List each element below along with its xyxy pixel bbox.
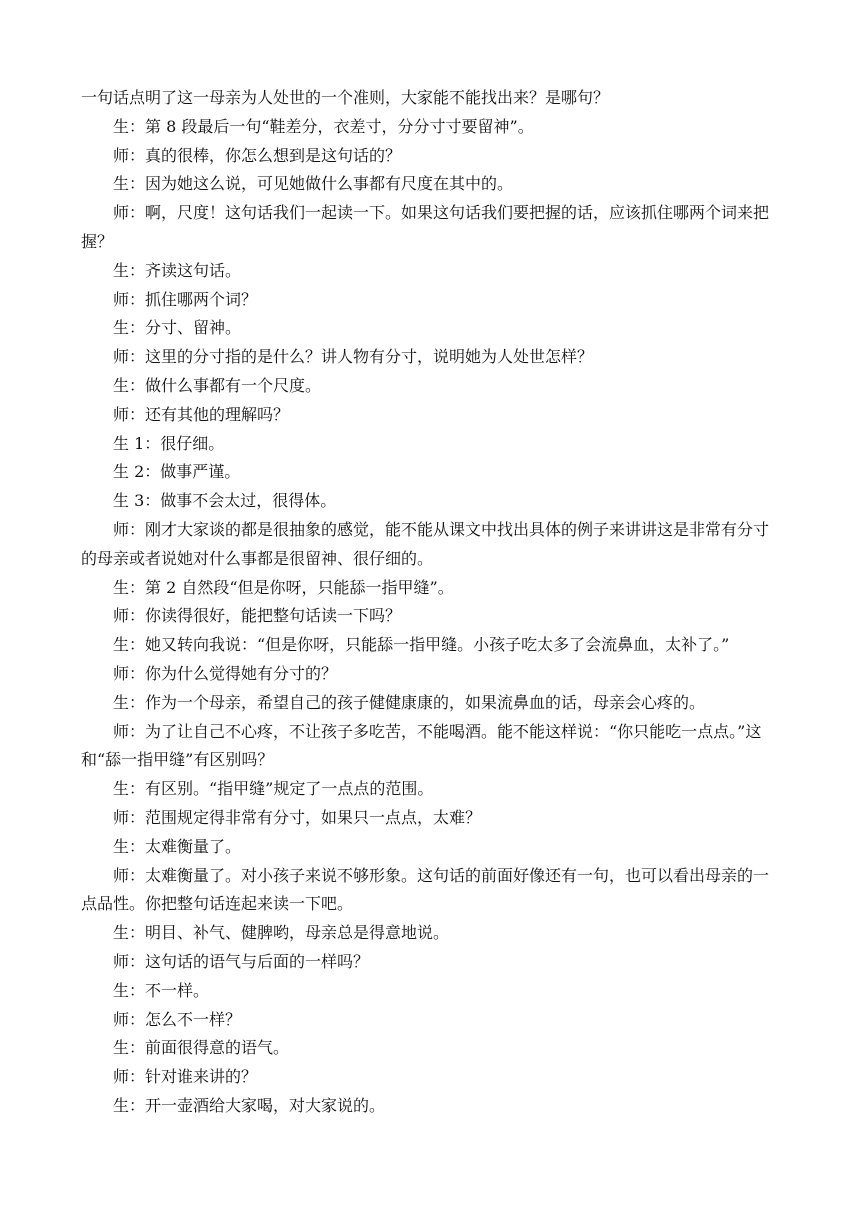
dialogue-paragraph: 生 3：做事不会太过，很得体。 <box>113 491 337 511</box>
dialogue-paragraph: 师：针对谁来讲的？ <box>113 1067 258 1087</box>
dialogue-paragraph: 生 1：很仔细。 <box>113 433 225 453</box>
dialogue-paragraph: 生：开一壶酒给大家喝，对大家说的。 <box>113 1095 386 1115</box>
dialogue-paragraph: 师：你读得很好，能把整句话读一下吗？ <box>113 606 402 626</box>
document-body <box>81 84 781 1121</box>
dialogue-paragraph: 师：这里的分寸指的是什么？讲人物有分寸，说明她为人处世怎样？ <box>113 347 594 367</box>
dialogue-paragraph: 生：不一样。 <box>113 980 210 1000</box>
dialogue-paragraph: 生：太难衡量了。 <box>113 836 242 856</box>
dialogue-paragraph: 一句话点明了这一母亲为人处世的一个准则，大家能不能找出来？是哪句？ <box>81 88 610 107</box>
dialogue-paragraph: 生：有区别。“指甲缝”规定了一点点的范围。 <box>113 779 434 799</box>
dialogue-paragraph: 师：还有其他的理解吗？ <box>113 404 290 424</box>
dialogue-paragraph: 生：第 8 段最后一句“鞋差分，衣差寸，分分寸寸要留神”。 <box>113 116 534 136</box>
dialogue-paragraph: 生：前面很得意的语气。 <box>113 1038 290 1058</box>
dialogue-paragraph: 生：她又转向我说：“但是你呀，只能舔一指甲缝。小孩子吃太多了会流鼻血，太补了。” <box>113 635 730 655</box>
dialogue-paragraph: 师：范围规定得非常有分寸，如果只一点点，太难？ <box>113 807 482 827</box>
dialogue-paragraph: 生：第 2 自然段“但是你呀，只能舔一指甲缝”。 <box>113 577 454 597</box>
dialogue-paragraph: 生：齐读这句话。 <box>113 260 242 280</box>
dialogue-paragraph: 师：刚才大家谈的都是很抽象的感觉，能不能从课文中找出具体的例子来讲讲这是非常有分寸的母亲或者说她对什么事都是很留神、很仔细的。 <box>81 519 770 568</box>
dialogue-paragraph: 师：你为什么觉得她有分寸的？ <box>113 663 338 683</box>
dialogue-paragraph: 生 2：做事严谨。 <box>113 462 241 482</box>
dialogue-paragraph: 师：这句话的语气与后面的一样吗？ <box>113 951 370 971</box>
dialogue-paragraph: 生：因为她这么说，可见她做什么事都有尺度在其中的。 <box>113 174 514 194</box>
dialogue-paragraph: 生：做什么事都有一个尺度。 <box>113 375 322 395</box>
dialogue-paragraph: 生：明目、补气、健脾哟，母亲总是得意地说。 <box>113 923 450 943</box>
dialogue-paragraph: 师：啊，尺度！这句话我们一起读一下。如果这句话我们要把握的话，应该抓住哪两个词来把握？ <box>81 203 770 251</box>
dialogue-paragraph: 师：怎么不一样？ <box>113 1009 242 1029</box>
dialogue-paragraph: 师：太难衡量了。对小孩子来说不够形象。这句话的前面好像还有一句，也可以看出母亲的一点品性。你把整句话连起来读一下吧。 <box>81 865 770 914</box>
dialogue-paragraph: 师：真的很棒，你怎么想到是这句话的？ <box>113 145 402 165</box>
dialogue-paragraph: 生：作为一个母亲，希望自己的孩子健健康康的，如果流鼻血的话，母亲会心疼的。 <box>113 692 706 712</box>
dialogue-paragraph: 师：为了让自己不心疼，不让孩子多吃苦，不能喝酒。能不能这样说：“你只能吃一点点。”这和“舔一指甲缝”有区别吗？ <box>81 721 762 770</box>
dialogue-paragraph: 师：抓住哪两个词？ <box>113 289 258 309</box>
dialogue-paragraph: 生：分寸、留神。 <box>113 318 242 338</box>
